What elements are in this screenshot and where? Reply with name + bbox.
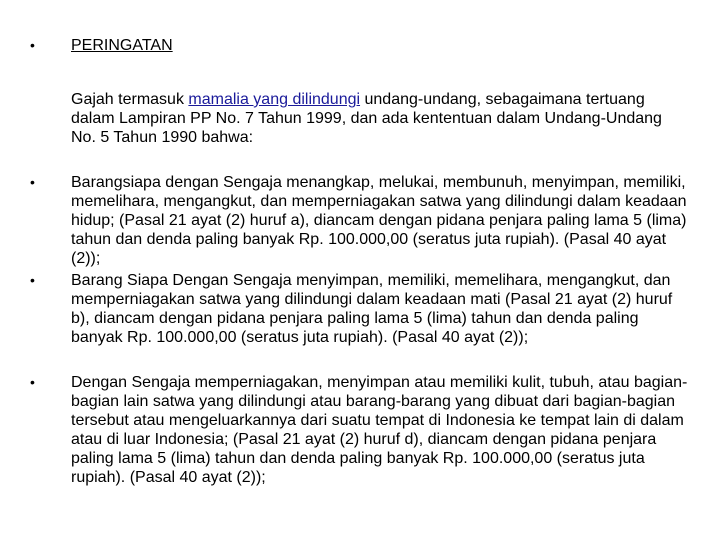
protected-mammal-link[interactable]: mamalia yang dilindungi xyxy=(188,91,361,108)
bullet-icon: • xyxy=(30,272,35,288)
intro-paragraph xyxy=(71,90,691,147)
list-item-text: Barang Siapa Dengan Sengaja menyimpan, memiliki, memelihara, mengangkut, dan memperniagakan satwa yang dilindungi dalam keadaan mati (Pasal 21 ayat (2) huruf b), diancam dengan pidana penjara paling lama 5 (lima) tahun dan denda paling banyak Rp. 100.000,00 (seratus juta rupiah). (Pasal 40 ayat (2)); xyxy=(71,272,673,346)
list-item-text: Barangsiapa dengan Sengaja menangkap, melukai, membunuh, menyimpan, memiliki, memelihara, mengangkut, dan memperniagakan satwa yang dilindungi dalam keadaan hidup; (Pasal 21 ayat (2) huruf a), diancam dengan pidana penjara paling lama 5 (lima) tahun dan denda paling banyak Rp. 100.000,00 (seratus juta rupiah). (Pasal 40 ayat (2)); xyxy=(71,174,687,267)
heading-title: PERINGATAN xyxy=(71,37,173,54)
list-item-text: Dengan Sengaja memperniagakan, menyimpan atau memiliki kulit, tubuh, atau bagian-bagian lain satwa yang dilindungi atau barang-barang yang dibuat dari bagian-bagian tersebut atau mengeluarkannya dari suatu tempat di Indonesia ke tempat lain di dalam atau di luar Indonesia; (Pasal 21 ayat (2) huruf d), diancam dengan pidana penjara paling lama 5 (lima) tahun dan denda paling banyak Rp. 100.000,00 (seratus juta rupiah). (Pasal 40 ayat (2)); xyxy=(71,374,688,486)
bullet-icon: • xyxy=(30,37,35,53)
intro-text-after: undang-undang, sebagaimana tertuang dalam Lampiran PP No. 7 Tahun 1999, dan ada kententuan dalam Undang-Undang No. 5 Tahun 1990 bahwa: xyxy=(71,91,662,146)
intro-text-before: Gajah termasuk xyxy=(71,91,189,108)
bullet-icon: • xyxy=(30,374,35,390)
bullet-icon: • xyxy=(30,174,35,190)
